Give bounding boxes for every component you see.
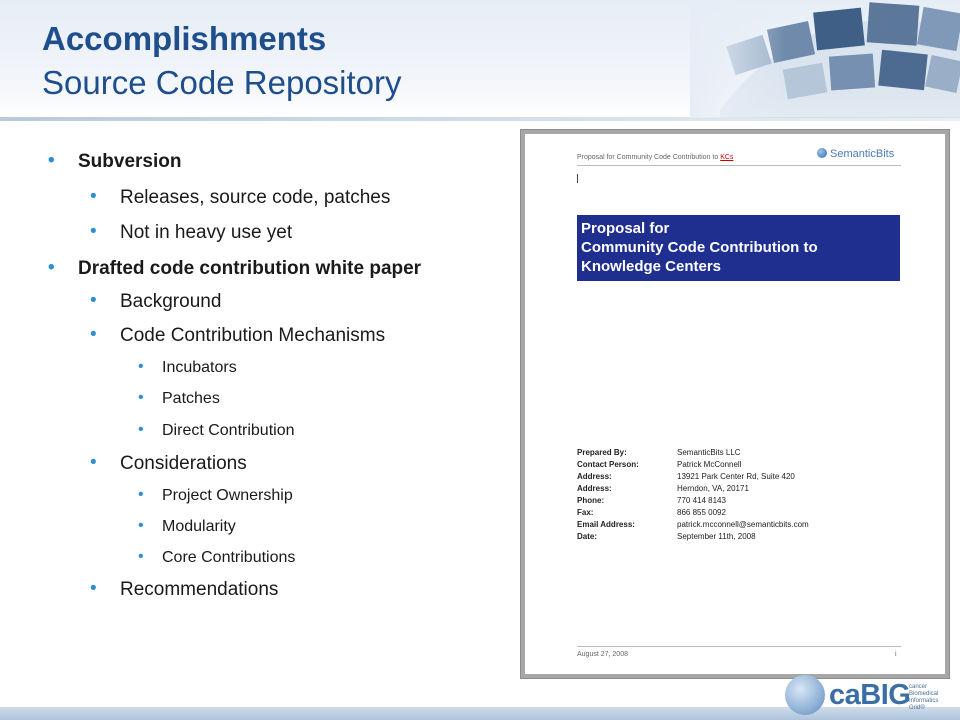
semanticbits-logo-icon (817, 148, 827, 158)
cabig-logo (785, 675, 955, 720)
bullet-dot-icon: • (138, 517, 144, 534)
bullet-dot-icon: • (138, 421, 144, 438)
document-header-text (577, 154, 733, 161)
info-key: Phone: (577, 496, 605, 505)
bullet-item (90, 453, 247, 475)
bullet-dot-icon: • (90, 578, 97, 599)
info-value: SemanticBits LLC (677, 448, 741, 457)
bullet-dot-icon: • (138, 358, 144, 375)
info-key: Date: (577, 532, 598, 541)
document-header-marked-word: KCs (720, 154, 734, 161)
info-value: 13921 Park Center Rd, Suite 420 (677, 472, 795, 481)
document-header-label: Proposal for Community Code Contribution to (577, 154, 721, 161)
document-info-row (577, 448, 809, 460)
info-value: patrick.mcconnell@semanticbits.com (677, 520, 809, 529)
bullet-dot-icon: • (90, 324, 97, 345)
bullet-item (48, 151, 181, 173)
bullet-text: Project Ownership (162, 487, 293, 504)
info-value: 866 855 0092 (677, 508, 726, 517)
bullet-text: Patches (162, 390, 220, 407)
document-footer-rule (577, 646, 901, 647)
info-key: Address: (577, 484, 612, 493)
bullet-dot-icon: • (90, 186, 97, 207)
info-value: September 11th, 2008 (677, 532, 756, 541)
bullet-item (138, 422, 295, 440)
document-page (525, 134, 945, 674)
bullet-item (90, 187, 390, 209)
slide-title: Accomplishments (42, 20, 327, 57)
bullet-text: Background (120, 291, 222, 312)
bullet-item (90, 325, 385, 347)
bullet-item (90, 222, 292, 244)
document-info-table (577, 448, 809, 544)
bullet-text: Code Contribution Mechanisms (120, 325, 386, 346)
bullet-text: Drafted code contribution white paper (78, 258, 422, 279)
document-title-line: Community Code Contribution to (581, 239, 818, 256)
document-title-line: Proposal for (581, 220, 670, 237)
bullet-text: Subversion (78, 151, 182, 172)
bullet-item (138, 487, 293, 505)
info-key: Contact Person: (577, 460, 639, 469)
bullet-item (90, 579, 278, 601)
bullet-text: Incubators (162, 359, 237, 376)
document-info-row (577, 496, 809, 508)
document-info-row (577, 508, 809, 520)
bullet-item (138, 390, 220, 408)
semanticbits-logo (817, 148, 894, 160)
document-footer-date: August 27, 2008 (577, 651, 628, 658)
bullet-item (90, 291, 221, 313)
info-key: Prepared By: (577, 448, 627, 457)
bullet-item (138, 549, 295, 567)
bullet-text: Direct Contribution (162, 422, 295, 439)
cabig-logo-subtext: cancer Biomedical Informatics Grid® (909, 684, 939, 711)
bullet-dot-icon: • (48, 150, 55, 171)
info-value: Patrick McConnell (677, 460, 742, 469)
info-key: Address: (577, 472, 612, 481)
bullet-text: Not in heavy use yet (120, 222, 293, 243)
bullet-dot-icon: • (138, 548, 144, 565)
bullet-dot-icon: • (90, 452, 97, 473)
document-header-rule (577, 165, 901, 166)
document-title-line: Knowledge Centers (581, 258, 722, 275)
bullet-dot-icon: • (48, 257, 55, 278)
info-key: Fax: (577, 508, 594, 517)
document-title-block (577, 215, 900, 281)
document-info-row (577, 532, 809, 544)
info-value: Herndon, VA, 20171 (677, 484, 749, 493)
bullet-text: Recommendations (120, 579, 279, 600)
bullet-text: Releases, source code, patches (120, 187, 391, 208)
bullet-item (138, 518, 236, 536)
bullet-dot-icon: • (138, 389, 144, 406)
document-info-row (577, 460, 809, 472)
bullet-text: Core Contributions (162, 549, 296, 566)
document-info-row (577, 520, 809, 532)
info-value: 770 414 8143 (677, 496, 726, 505)
document-info-row (577, 472, 809, 484)
bullet-dot-icon: • (138, 486, 144, 503)
bullet-dot-icon: • (90, 290, 97, 311)
slide-subtitle: Source Code Repository (42, 64, 402, 101)
bullet-text: Modularity (162, 518, 236, 535)
semanticbits-logo-text: SemanticBits (830, 148, 895, 160)
cabig-globe-icon (785, 675, 825, 715)
document-page-number: i (895, 651, 897, 658)
bullet-text: Considerations (120, 453, 247, 474)
document-info-row (577, 484, 809, 496)
bullet-item (138, 359, 237, 377)
info-key: Email Address: (577, 520, 635, 529)
cabig-logo-word: caBIG (829, 679, 911, 711)
bullet-item (48, 258, 421, 280)
document-preview (520, 129, 950, 679)
bullet-dot-icon: • (90, 221, 97, 242)
globe-collage-graphic (690, 0, 960, 118)
text-cursor (577, 174, 578, 183)
